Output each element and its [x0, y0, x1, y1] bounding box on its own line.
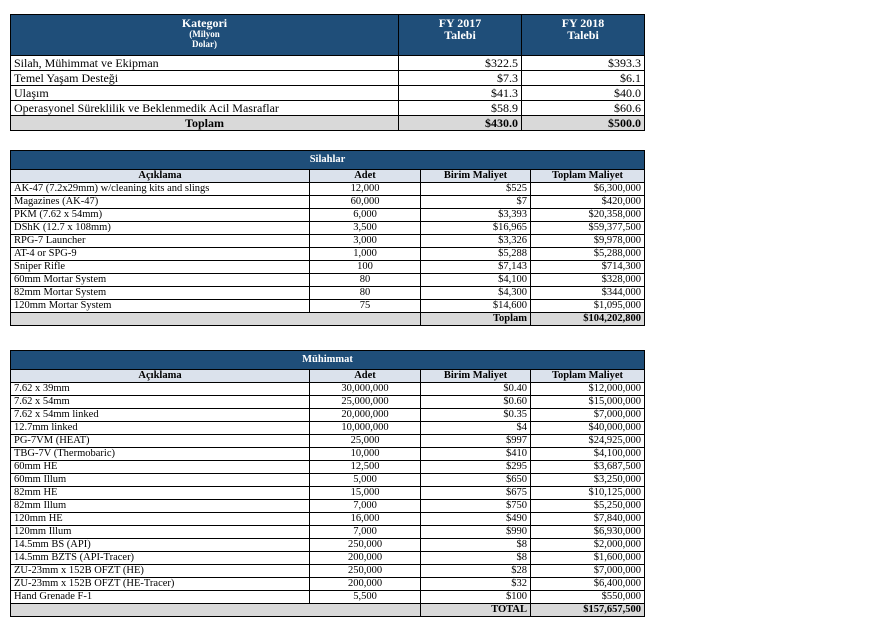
weapons-title: Silahlar [11, 151, 645, 170]
total-row [11, 313, 645, 326]
quantity-cell: 10,000,000 [310, 422, 421, 435]
fy2017-cell: $322.5 [399, 56, 522, 71]
description-cell: Sniper Rifle [11, 261, 310, 274]
total-cost-cell: $5,288,000 [531, 248, 645, 261]
fy2018-label: FY 2018 [561, 16, 605, 30]
quantity-cell: 3,500 [310, 222, 421, 235]
total-spacer [11, 313, 421, 326]
fy2017-sub: Talebi [444, 28, 476, 42]
category-cell: Ulaşım [11, 86, 399, 101]
fy2018-cell: $393.3 [522, 56, 645, 71]
unit-cost-cell: $295 [421, 461, 531, 474]
table-row [11, 461, 645, 474]
total-cost-cell: $15,000,000 [531, 396, 645, 409]
fy2018-sub: Talebi [567, 28, 599, 42]
quantity-cell: 10,000 [310, 448, 421, 461]
total-cost-cell: $5,250,000 [531, 500, 645, 513]
ammo-table [10, 350, 645, 617]
description-cell: 120mm Illum [11, 526, 310, 539]
unit-cost-cell: $8 [421, 539, 531, 552]
table-row [11, 71, 645, 86]
quantity-cell: 30,000,000 [310, 383, 421, 396]
total-cost-cell: $4,100,000 [531, 448, 645, 461]
quantity-cell: 5,500 [310, 591, 421, 604]
category-header [11, 15, 399, 56]
quantity-cell: 100 [310, 261, 421, 274]
unit-cost-cell: $997 [421, 435, 531, 448]
table-row [11, 526, 645, 539]
description-header: Açıklama [11, 370, 310, 383]
quantity-cell: 60,000 [310, 196, 421, 209]
quantity-cell: 80 [310, 287, 421, 300]
table-row [11, 500, 645, 513]
quantity-cell: 7,000 [310, 500, 421, 513]
unit-cost-cell: $0.35 [421, 409, 531, 422]
total-spacer [11, 604, 421, 617]
unit-cost-cell: $32 [421, 578, 531, 591]
total-fy2018: $500.0 [522, 116, 645, 131]
quantity-cell: 3,000 [310, 235, 421, 248]
quantity-header: Adet [310, 170, 421, 183]
category-sub1: (Milyon [189, 29, 220, 39]
description-cell: 82mm HE [11, 487, 310, 500]
description-cell: 60mm HE [11, 461, 310, 474]
total-cost-cell: $40,000,000 [531, 422, 645, 435]
fy2017-cell: $7.3 [399, 71, 522, 86]
table-row [11, 539, 645, 552]
unit-cost-cell: $8 [421, 552, 531, 565]
total-cost-cell: $59,377,500 [531, 222, 645, 235]
total-row [11, 604, 645, 617]
table-row [11, 235, 645, 248]
total-cost-cell: $420,000 [531, 196, 645, 209]
description-cell: TBG-7V (Thermobaric) [11, 448, 310, 461]
table-row [11, 435, 645, 448]
unit-cost-cell: $650 [421, 474, 531, 487]
description-cell: 14.5mm BS (API) [11, 539, 310, 552]
total-cost-cell: $550,000 [531, 591, 645, 604]
fy2017-label: FY 2017 [438, 16, 482, 30]
quantity-cell: 20,000,000 [310, 409, 421, 422]
description-cell: PKM (7.62 x 54mm) [11, 209, 310, 222]
table-row [11, 209, 645, 222]
total-cost-cell: $7,840,000 [531, 513, 645, 526]
total-cost-cell: $10,125,000 [531, 487, 645, 500]
table-row [11, 101, 645, 116]
total-label: TOTAL [421, 604, 531, 617]
column-header-row [11, 370, 645, 383]
fy2017-cell: $41.3 [399, 86, 522, 101]
ammo-title-row [11, 351, 645, 370]
category-label: Kategori [181, 16, 228, 30]
description-cell: 60mm Mortar System [11, 274, 310, 287]
fy2018-cell: $60.6 [522, 101, 645, 116]
description-cell: RPG-7 Launcher [11, 235, 310, 248]
quantity-cell: 200,000 [310, 552, 421, 565]
quantity-cell: 1,000 [310, 248, 421, 261]
description-cell: 12.7mm linked [11, 422, 310, 435]
quantity-cell: 15,000 [310, 487, 421, 500]
table-row [11, 591, 645, 604]
category-cell: Operasyonel Süreklilik ve Beklenmedik Acil Masraflar [11, 101, 399, 116]
fy2018-header [522, 15, 645, 56]
table-row [11, 300, 645, 313]
table-row [11, 183, 645, 196]
quantity-header: Adet [310, 370, 421, 383]
total-cost-cell: $714,300 [531, 261, 645, 274]
column-header-row [11, 170, 645, 183]
quantity-cell: 25,000 [310, 435, 421, 448]
unit-cost-cell: $100 [421, 591, 531, 604]
description-cell: PG-7VM (HEAT) [11, 435, 310, 448]
table-row [11, 474, 645, 487]
table-row [11, 222, 645, 235]
total-cost-cell: $9,978,000 [531, 235, 645, 248]
unit-cost-cell: $750 [421, 500, 531, 513]
description-cell: 7.62 x 39mm [11, 383, 310, 396]
description-cell: 7.62 x 54mm linked [11, 409, 310, 422]
description-cell: 82mm Mortar System [11, 287, 310, 300]
unit-cost-cell: $7 [421, 196, 531, 209]
unit-cost-cell: $3,326 [421, 235, 531, 248]
ammo-title: Mühimmat [11, 351, 645, 370]
total-value: $104,202,800 [531, 313, 645, 326]
total-cost-cell: $1,600,000 [531, 552, 645, 565]
total-cost-cell: $6,300,000 [531, 183, 645, 196]
table-row [11, 409, 645, 422]
description-cell: DShK (12.7 x 108mm) [11, 222, 310, 235]
total-cost-cell: $7,000,000 [531, 565, 645, 578]
fy2017-cell: $58.9 [399, 101, 522, 116]
total-cost-cell: $1,095,000 [531, 300, 645, 313]
budget-table [10, 14, 645, 131]
weapons-table [10, 150, 645, 326]
table-row [11, 396, 645, 409]
table-row [11, 513, 645, 526]
description-cell: AK-47 (7.2x29mm) w/cleaning kits and slings [11, 183, 310, 196]
category-cell: Temel Yaşam Desteği [11, 71, 399, 86]
fy2018-cell: $6.1 [522, 71, 645, 86]
description-cell: 60mm Illum [11, 474, 310, 487]
unit-cost-cell: $490 [421, 513, 531, 526]
total-cost-cell: $20,358,000 [531, 209, 645, 222]
total-value: $157,657,500 [531, 604, 645, 617]
description-cell: 14.5mm BZTS (API-Tracer) [11, 552, 310, 565]
quantity-cell: 80 [310, 274, 421, 287]
unit-cost-cell: $28 [421, 565, 531, 578]
description-cell: Magazines (AK-47) [11, 196, 310, 209]
table-row [11, 487, 645, 500]
unit-cost-cell: $14,600 [421, 300, 531, 313]
total-cost-cell: $7,000,000 [531, 409, 645, 422]
description-cell: ZU-23mm x 152B OFZT (HE) [11, 565, 310, 578]
total-label: Toplam [421, 313, 531, 326]
category-sub2: Dolar) [192, 39, 217, 49]
description-cell: AT-4 or SPG-9 [11, 248, 310, 261]
table-row [11, 552, 645, 565]
table-row [11, 261, 645, 274]
table-row [11, 565, 645, 578]
quantity-cell: 12,000 [310, 183, 421, 196]
quantity-cell: 200,000 [310, 578, 421, 591]
quantity-cell: 75 [310, 300, 421, 313]
quantity-cell: 5,000 [310, 474, 421, 487]
category-cell: Silah, Mühimmat ve Ekipman [11, 56, 399, 71]
table-row [11, 578, 645, 591]
table-row [11, 287, 645, 300]
total-row [11, 116, 645, 131]
unit-cost-cell: $4,100 [421, 274, 531, 287]
fy2018-cell: $40.0 [522, 86, 645, 101]
table-row [11, 448, 645, 461]
unit-cost-cell: $3,393 [421, 209, 531, 222]
total-fy2017: $430.0 [399, 116, 522, 131]
unit-cost-cell: $4 [421, 422, 531, 435]
quantity-cell: 25,000,000 [310, 396, 421, 409]
unit-cost-cell: $675 [421, 487, 531, 500]
description-cell: 82mm Illum [11, 500, 310, 513]
total-cost-cell: $2,000,000 [531, 539, 645, 552]
unit-cost-cell: $0.40 [421, 383, 531, 396]
total-cost-cell: $6,930,000 [531, 526, 645, 539]
total-cost-cell: $6,400,000 [531, 578, 645, 591]
unit-cost-cell: $7,143 [421, 261, 531, 274]
unit-cost-cell: $990 [421, 526, 531, 539]
unit-cost-cell: $5,288 [421, 248, 531, 261]
total-cost-cell: $24,925,000 [531, 435, 645, 448]
description-cell: 120mm HE [11, 513, 310, 526]
unit-cost-header: Birim Maliyet [421, 170, 531, 183]
description-cell: 120mm Mortar System [11, 300, 310, 313]
description-cell: 7.62 x 54mm [11, 396, 310, 409]
quantity-cell: 250,000 [310, 539, 421, 552]
table-row [11, 56, 645, 71]
quantity-cell: 6,000 [310, 209, 421, 222]
total-cost-cell: $3,687,500 [531, 461, 645, 474]
total-cost-cell: $3,250,000 [531, 474, 645, 487]
unit-cost-cell: $410 [421, 448, 531, 461]
unit-cost-cell: $525 [421, 183, 531, 196]
description-cell: Hand Grenade F-1 [11, 591, 310, 604]
unit-cost-cell: $0.60 [421, 396, 531, 409]
total-cost-cell: $328,000 [531, 274, 645, 287]
total-cost-header: Toplam Maliyet [531, 370, 645, 383]
budget-header-row [11, 15, 645, 56]
unit-cost-cell: $16,965 [421, 222, 531, 235]
quantity-cell: 250,000 [310, 565, 421, 578]
table-row [11, 274, 645, 287]
unit-cost-cell: $4,300 [421, 287, 531, 300]
total-label: Toplam [11, 116, 399, 131]
quantity-cell: 12,500 [310, 461, 421, 474]
table-row [11, 196, 645, 209]
total-cost-cell: $12,000,000 [531, 383, 645, 396]
total-cost-cell: $344,000 [531, 287, 645, 300]
total-cost-header: Toplam Maliyet [531, 170, 645, 183]
table-row [11, 248, 645, 261]
weapons-title-row [11, 151, 645, 170]
table-row [11, 86, 645, 101]
description-header: Açıklama [11, 170, 310, 183]
description-cell: ZU-23mm x 152B OFZT (HE-Tracer) [11, 578, 310, 591]
quantity-cell: 16,000 [310, 513, 421, 526]
table-row [11, 383, 645, 396]
table-row [11, 422, 645, 435]
unit-cost-header: Birim Maliyet [421, 370, 531, 383]
quantity-cell: 7,000 [310, 526, 421, 539]
fy2017-header [399, 15, 522, 56]
